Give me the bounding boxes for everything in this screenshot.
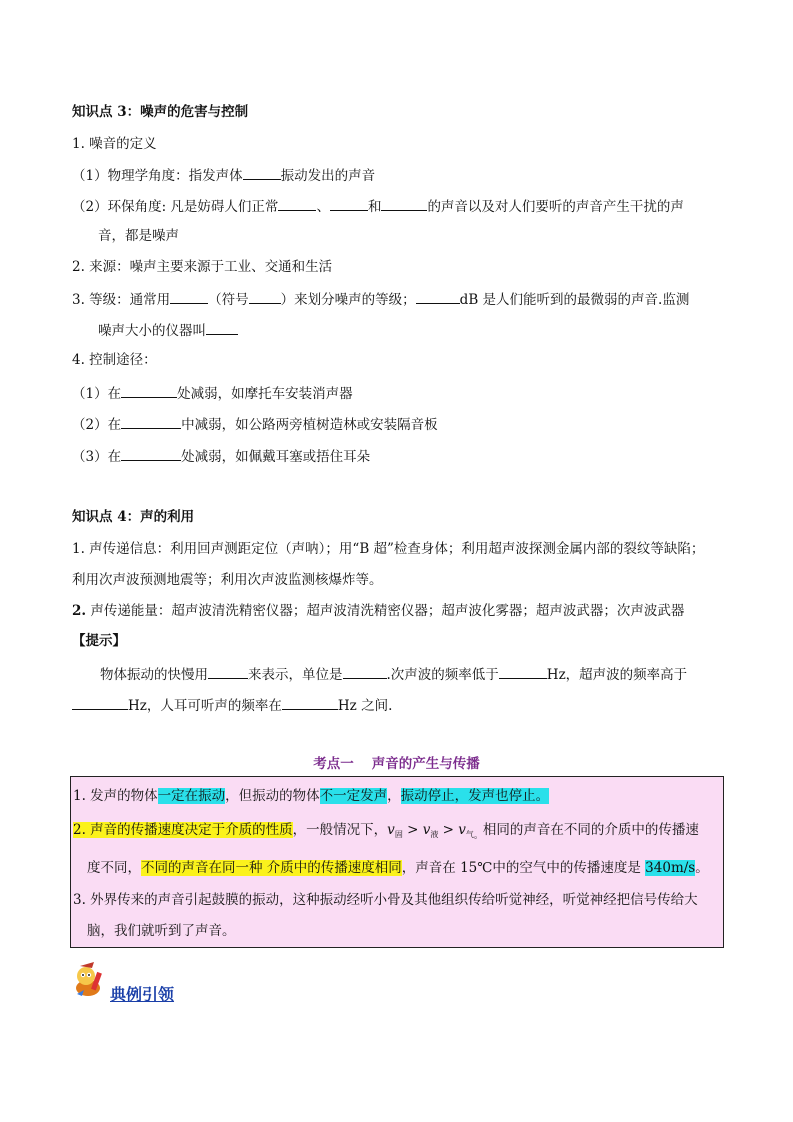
- kp4-energy: 2. 声传递能量：超声波清洗精密仪器；超声波清洗精密仪器；超声波化雾器；超声波武器；次声波武器: [72, 603, 685, 619]
- kp3-control-3: （3）在 处减弱，如佩戴耳塞或捂住耳朵: [72, 446, 370, 466]
- kp3-control-title: 4. 控制途径：: [72, 352, 157, 368]
- blank: [72, 695, 128, 710]
- box-line-4-cont: 脑，我们就听到了声音。: [87, 923, 236, 939]
- kp4-info-cont: 利用次声波预测地震等；利用次声波监测核爆炸等。: [72, 572, 383, 588]
- blank: [249, 289, 281, 304]
- kp3-source: 2. 来源：噪声主要来源于工业、交通和生活: [72, 259, 333, 275]
- kp4-info: 1. 声传递信息：利用回声测距定位（声呐）；用“B 超”检查身体；利用超声波探测金属内部的裂纹等缺陷；: [72, 541, 705, 557]
- blank: [381, 196, 427, 211]
- kp4-heading: 知识点 4：声的利用: [72, 509, 195, 525]
- box-line-2: 2. 声音的传播速度决定于介质的性质，一般情况下，$v_固 > v_液 > v_{气。}$相同的声音在不同的介质中的传播速: [73, 822, 699, 841]
- box-line-3: 度不同，不同的声音在同一种 介质中的传播速度相同，声音在 15℃中的空气中的传播速度是 340m/s。: [87, 860, 709, 876]
- blank: [330, 196, 368, 211]
- highlight: 一定在振动: [157, 788, 226, 804]
- blank: [121, 414, 181, 429]
- kp3-def2: （2）环保角度: 凡是妨碍人们正常 、 和 的声音以及对人们要听的声音产生干扰的声: [72, 196, 684, 216]
- kp3-level: 3. 等级：通常用 （符号 ）来划分噪声的等级； dB 是人们能听到的最微弱的声音.监测: [72, 289, 689, 309]
- blank: [343, 664, 387, 679]
- summary-box: [70, 776, 724, 948]
- kp3-def1: （1）物理学角度：指发声体 振动发出的声音: [72, 165, 375, 185]
- pencil-mascot-icon: [70, 958, 106, 998]
- blank: [206, 320, 238, 335]
- tip-title: 【提示】: [72, 633, 126, 649]
- blank: [208, 664, 248, 679]
- blank: [121, 383, 177, 398]
- blank: [278, 196, 316, 211]
- kp3-level-cont: 噪声大小的仪器叫: [98, 320, 238, 340]
- box-line-4: 3. 外界传来的声音引起鼓膜的振动，这种振动经听小骨及其他组织传给听觉神经，听觉神经把信号传给大: [73, 892, 698, 908]
- tip-line1: 物体振动的快慢用 来表示，单位是 .次声波的频率低于 Hz，超声波的频率高于: [100, 664, 687, 684]
- kp3-control-1: （1）在 处减弱，如摩托车安装消声器: [72, 383, 353, 403]
- highlight: 不同的声音在同一种 介质中的传播速度相同: [141, 860, 402, 876]
- highlight: 340m/s: [645, 860, 696, 876]
- blank: [282, 695, 338, 710]
- highlight: 不一定发声: [319, 788, 388, 804]
- box-line-1: 1. 发声的物体一定在振动，但振动的物体不一定发声，振动停止，发声也停止。: [73, 788, 550, 804]
- kp3-control-2: （2）在 中减弱，如公路两旁植树造林或安装隔音板: [72, 414, 438, 434]
- blank: [416, 289, 460, 304]
- exam-point-title: 考点一 声音的产生与传播: [313, 756, 480, 772]
- kp3-def2-cont: 音，都是噪声: [98, 228, 179, 244]
- blank: [499, 664, 547, 679]
- blank: [243, 165, 281, 180]
- highlight: 2. 声音的传播速度决定于介质的性质: [73, 822, 293, 838]
- blank: [121, 446, 181, 461]
- kp3-def-title: 1. 噪音的定义: [72, 136, 157, 152]
- kp3-heading: 知识点 3：噪声的危害与控制: [72, 104, 249, 120]
- example-guide-link[interactable]: 典例引领: [110, 985, 175, 1004]
- tip-line2: Hz，人耳可听声的频率在 Hz 之间.: [72, 695, 392, 715]
- highlight: 振动停止，发声也停止。: [400, 788, 550, 804]
- blank: [170, 289, 208, 304]
